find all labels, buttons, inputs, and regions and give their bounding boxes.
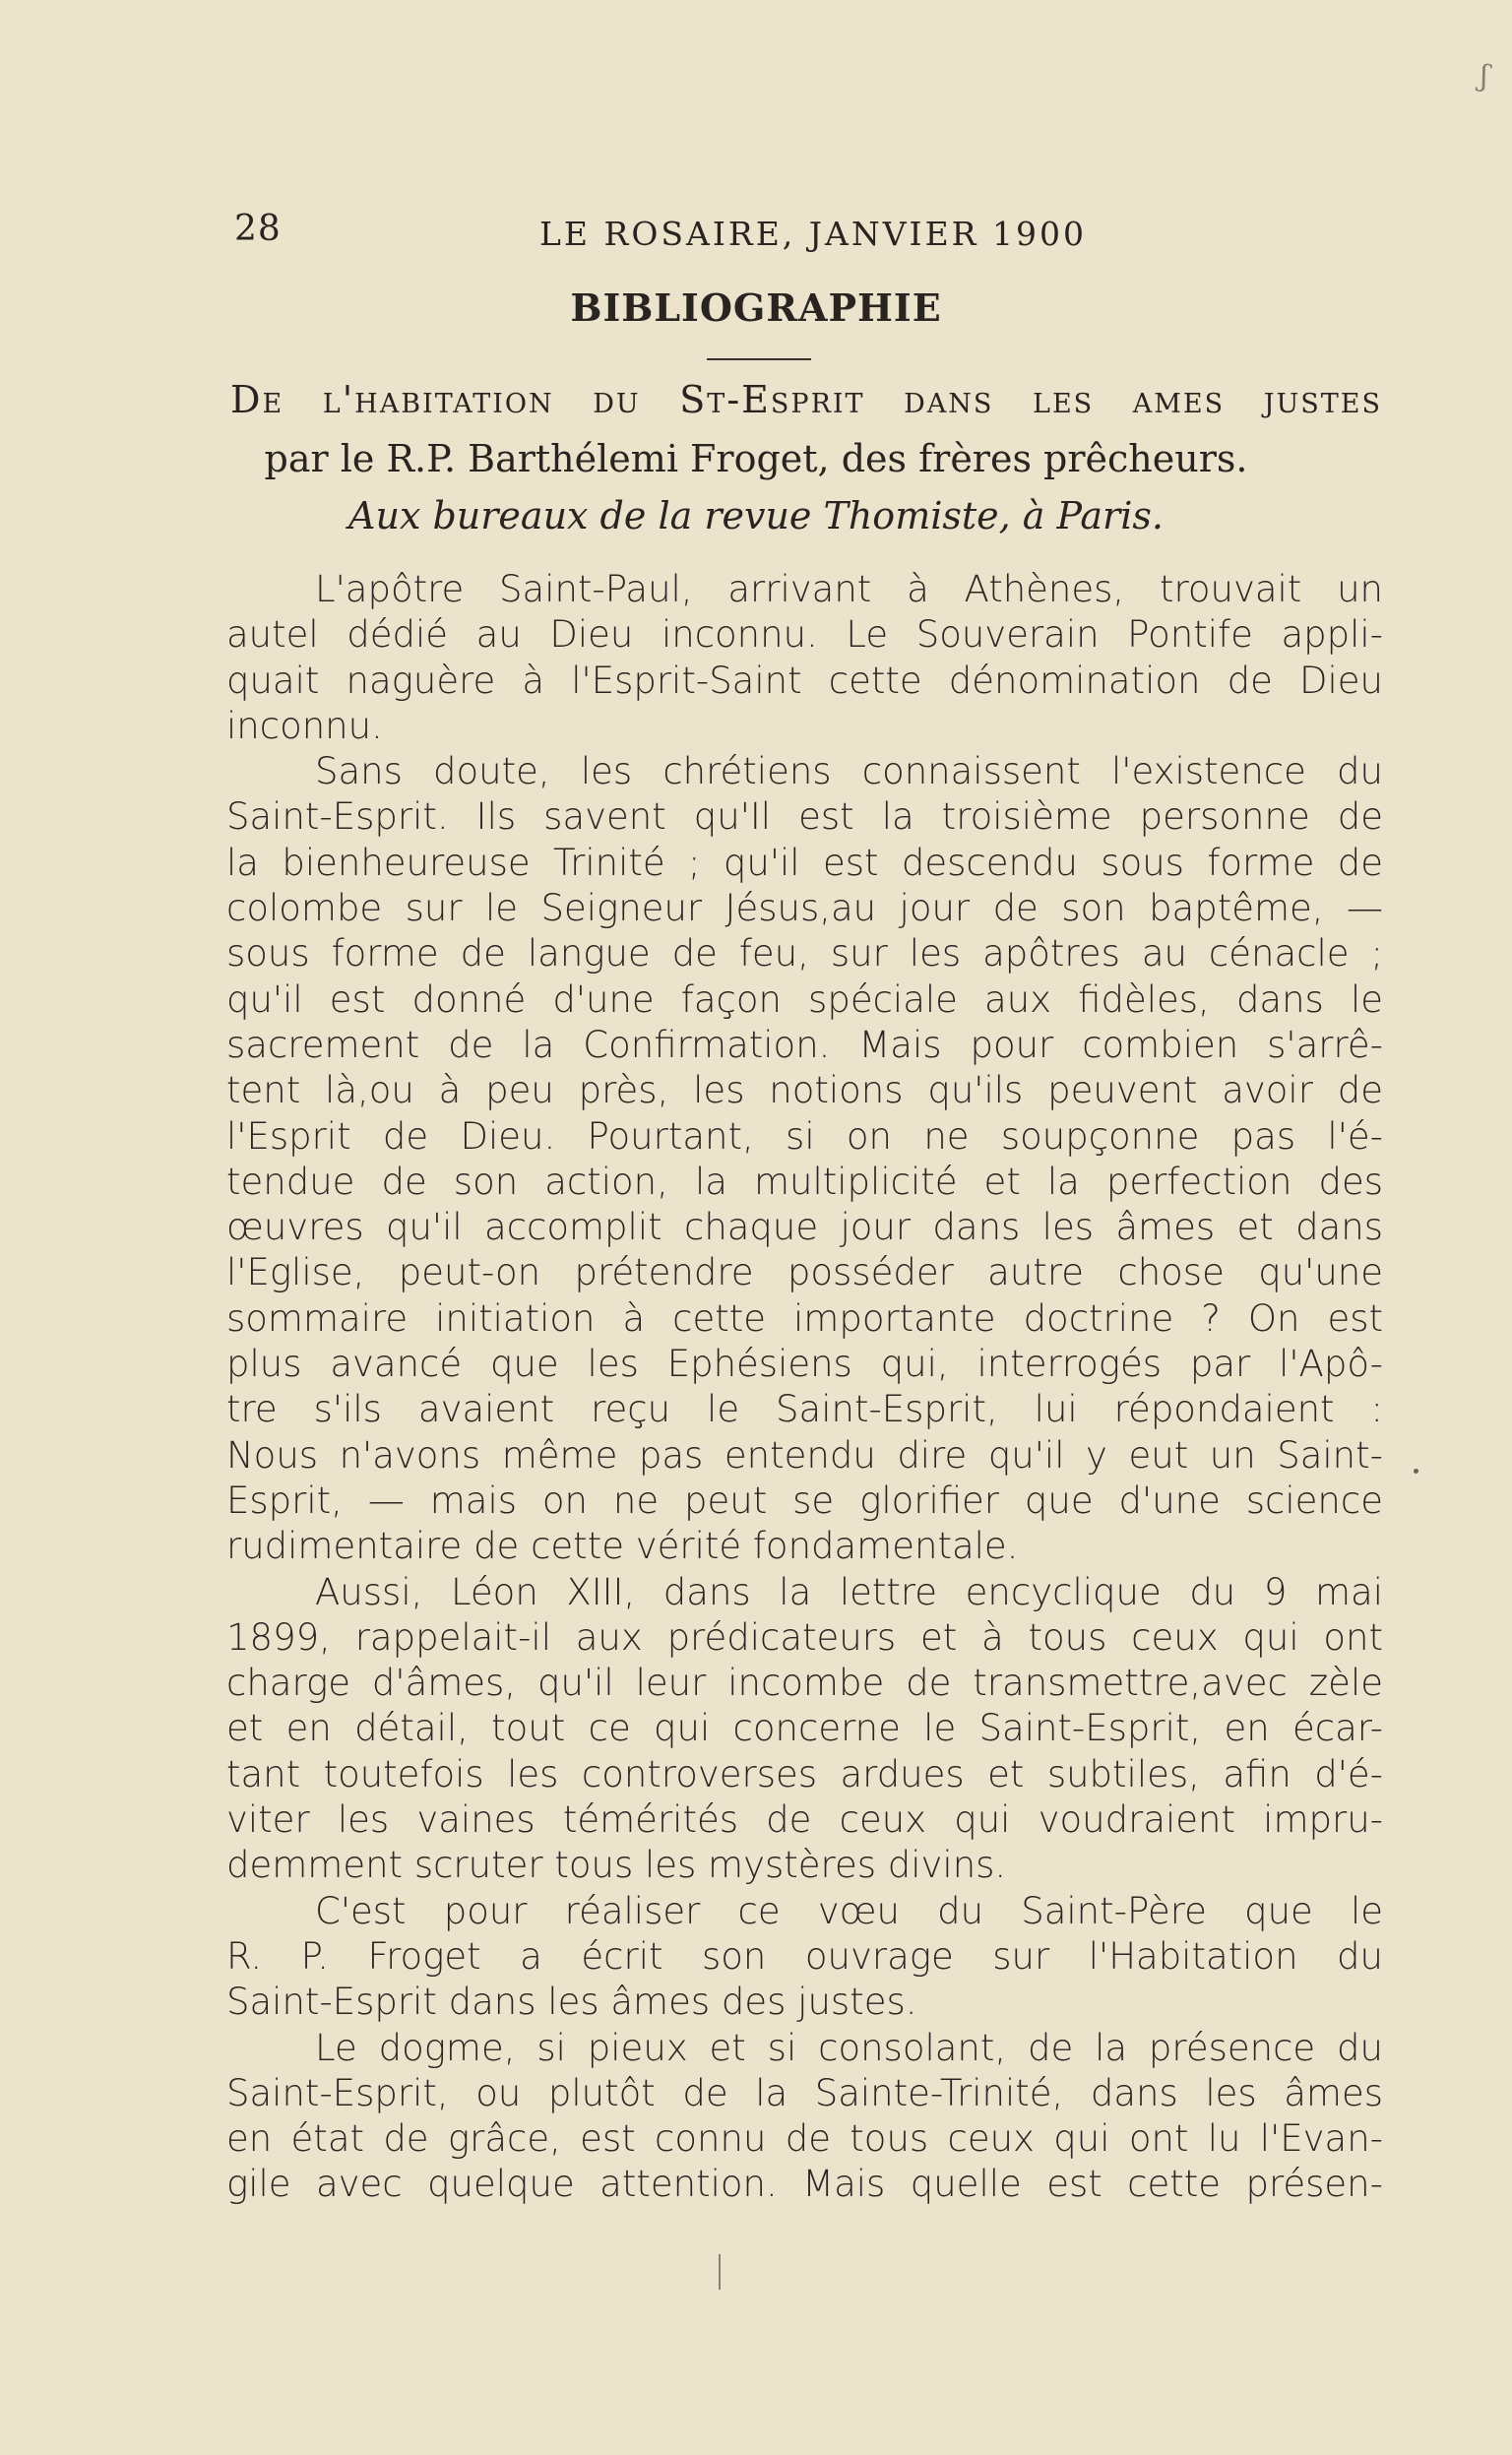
text-line: tendue de son action, la multiplicité et la perfection des (226, 1160, 1383, 1203)
text-line: Saint-Esprit dans les âmes des justes. (226, 1981, 917, 2024)
book-publisher: Aux bureaux de la revue Thomiste, à Paris. (348, 494, 1164, 537)
text-line: tent là,ou à peu près, les notions qu'ils peuvent avoir de (226, 1069, 1383, 1112)
text-line: en état de grâce, est connu de tous ceux qui ont lu l'Evan- (226, 2117, 1383, 2161)
text-line: inconnu. (226, 704, 383, 747)
text-line: sous forme de langue de feu, sur les apôtres au cénacle ; (226, 932, 1383, 976)
text-line: Esprit, — mais on ne peut se glorifier que d'une science (226, 1479, 1383, 1522)
text-line: autel dédié au Dieu inconnu. Le Souverain Pontife appli- (226, 613, 1383, 657)
page-number: 28 (234, 209, 282, 249)
text-line: Saint-Esprit. Ils savent qu'Il est la troisième personne de (226, 795, 1383, 839)
text-line: sacrement de la Confirmation. Mais pour combien s'arrê- (226, 1023, 1383, 1066)
text-line: gile avec quelque attention. Mais quelle est cette présen- (226, 2163, 1383, 2206)
text-line: viter les vaines témérités de ceux qui voudraient impru- (226, 1798, 1383, 1842)
text-line: 1899, rappelait-il aux prédicateurs et à tous ceux qui ont (226, 1615, 1383, 1659)
text-line: C'est pour réaliser ce vœu du Saint-Père que le (315, 1889, 1383, 1932)
text-line: tant toutefois les controverses ardues et subtiles, afin d'é- (226, 1752, 1383, 1795)
text-line: Saint-Esprit, ou plutôt de la Sainte-Trinité, dans les âmes (226, 2071, 1383, 2114)
text-line: plus avancé que les Ephésiens qui, interrogés par l'Apô- (226, 1343, 1383, 1386)
text-line: l'Eglise, peut-on prétendre posséder autre chose qu'une (226, 1251, 1383, 1294)
book-author: par le R.P. Barthélemi Froget, des frères prêcheurs. (264, 437, 1248, 480)
text-line: L'apôtre Saint-Paul, arrivant à Athènes, trouvait un (315, 568, 1383, 610)
title-rule (707, 358, 811, 360)
text-line: tre s'ils avaient reçu le Saint-Esprit, lui répondaient : (226, 1388, 1383, 1431)
review-body (226, 567, 1383, 2208)
text-line: demment scruter tous les mystères divins. (226, 1844, 1007, 1887)
text-line: Le dogme, si pieux et si consolant, de la présence du (315, 2026, 1383, 2069)
text-line: sommaire initiation à cette importante doctrine ? On est (226, 1296, 1383, 1340)
section-title: BIBLIOGRAPHIE (570, 285, 942, 330)
text-line: charge d'âmes, qu'il leur incombe de transmettre,avec zèle (226, 1662, 1383, 1705)
text-line: Nous n'avons même pas entendu dire qu'il y eut un Saint- (226, 1433, 1383, 1477)
text-line: R. P. Froget a écrit son ouvrage sur l'Habitation du (226, 1934, 1383, 1978)
running-title: LE ROSAIRE, JANVIER 1900 (539, 215, 1087, 253)
text-line: l'Esprit de Dieu. Pourtant, si on ne soupçonne pas l'é- (226, 1114, 1383, 1158)
text-line: œuvres qu'il accomplit chaque jour dans les âmes et dans (226, 1206, 1383, 1249)
margin-mark: ʃ (1477, 58, 1491, 94)
book-title: De l'habitation du St-Esprit dans les ames justes (230, 378, 1382, 421)
text-line: quait naguère à l'Esprit-Saint cette dénomination de Dieu (226, 659, 1383, 702)
text-line: Sans doute, les chrétiens connaissent l'existence du (315, 750, 1383, 793)
running-head (234, 209, 1391, 268)
text-line: Aussi, Léon XIII, dans la lettre encyclique du 9 mai (315, 1570, 1383, 1613)
text-line: colombe sur le Seigneur Jésus,au jour de son baptême, — (226, 887, 1383, 930)
text-line: qu'il est donné d'une façon spéciale aux fidèles, dans le (226, 977, 1383, 1021)
ink-speck (1414, 1469, 1418, 1474)
printer-mark (719, 2254, 721, 2290)
text-line: la bienheureuse Trinité ; qu'il est descendu sous forme de (226, 841, 1383, 884)
text-line: et en détail, tout ce qui concerne le Saint-Esprit, en écar- (226, 1707, 1383, 1750)
text-line: rudimentaire de cette vérité fondamentale. (226, 1525, 1019, 1568)
